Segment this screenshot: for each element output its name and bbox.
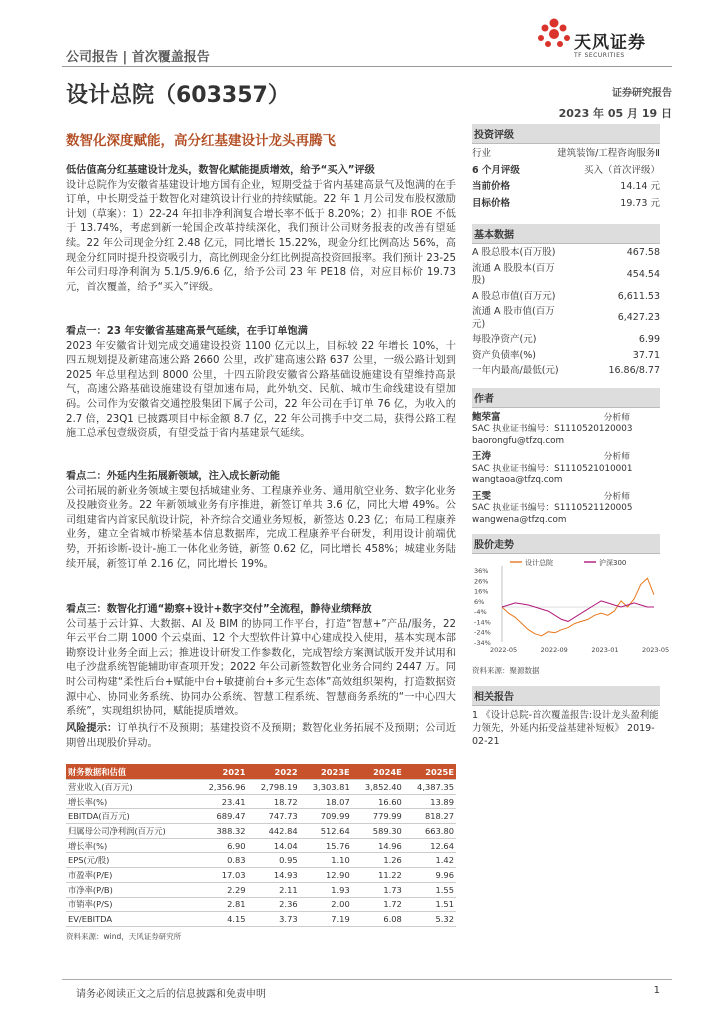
y-tick-label: -14% <box>474 618 491 627</box>
table-cell: 18.72 <box>248 794 300 809</box>
basic-data-label: A 股总市值(百万元) <box>472 290 556 302</box>
table-row <box>66 882 456 897</box>
basic-data-label: 每股净资产(元) <box>472 334 537 345</box>
footer-divider <box>62 979 672 980</box>
table-cell: 2.00 <box>300 897 352 912</box>
financial-table <box>66 764 456 927</box>
table-row <box>66 794 456 809</box>
table-cell: 2025E <box>404 764 456 780</box>
basic-data-label: 一年内最高/最低(元) <box>472 365 559 376</box>
author-name-row <box>472 451 660 464</box>
report-type: 公司报告 | 首次覆盖报告 <box>66 50 210 65</box>
table-cell: 4,387.35 <box>404 780 456 795</box>
rating-heading: 投资评级 <box>472 124 660 144</box>
author-card <box>472 451 660 487</box>
table-cell: 1.55 <box>404 882 456 897</box>
author-name: 鲍荣富 <box>472 411 501 423</box>
author-email[interactable]: wangwena@tfzq.com <box>472 514 567 525</box>
row-label: 增长率(%) <box>66 794 195 809</box>
table-header-row <box>66 764 456 780</box>
table-cell: 747.73 <box>248 809 300 824</box>
table-row <box>66 838 456 853</box>
table-source: 资料来源：wind，天风证券研究所 <box>66 931 182 941</box>
table-row <box>66 824 456 839</box>
author-list <box>472 412 660 527</box>
section-2-heading: 看点一：23 年安徽省基建高景气延续，在手订单饱满 <box>66 326 308 337</box>
table-cell: 512.64 <box>300 824 352 839</box>
header-divider <box>62 66 672 67</box>
company-title: 设计总院（603357） <box>66 83 290 108</box>
price-value: 14.14 元 <box>620 181 660 192</box>
table-cell: 2024E <box>352 764 404 780</box>
table-cell: 442.84 <box>248 824 300 839</box>
section-4-heading: 看点三：数智化打通“勘察+设计+数字交付”全流程，静待业绩释放 <box>66 604 372 615</box>
rating-row <box>472 165 660 178</box>
basic-data-value: 6,611.53 <box>617 290 660 302</box>
table-cell: 388.32 <box>195 824 247 839</box>
author-email[interactable]: baorongfu@tfzq.com <box>472 435 565 446</box>
basic-data-list <box>472 247 660 378</box>
basic-data-heading: 基本数据 <box>472 224 660 244</box>
basic-data-row <box>472 365 660 378</box>
row-label: 市净率(P/B) <box>66 882 195 897</box>
section-2 <box>66 325 456 442</box>
y-tick-label: -4% <box>474 608 487 617</box>
section-4-body: 公司基于云计算、大数据、AI 及 BIM 的协同工作平台，打造“智慧+”产品/服务，22 年云平台二期 1000 个云桌面、12 个大型软件计算中心建成投入使用，基本实现本部勘察设计业务全面上云；推进设计研发工作参数化，完成智绘方案测试版开发并试用和电子沙盘系统智能辅助审查项开发；2022 年公司新签数智化业务合同约 2447 万。同时公司构建“柔性后台+赋能中台+敏捷前台+多元生态体”高效组织架构，打造数据资源中心、协同业务系统、协同办公系统、智慧工程系统、智慧商务系统的“一中心四大系统”，实现组织协同，赋能提质增效。 <box>66 618 456 718</box>
rating-value: 买入（首次评级） <box>583 164 660 176</box>
row-label: 市销率(P/S) <box>66 897 195 912</box>
table-row <box>66 809 456 824</box>
brand-name: 天风证券 <box>574 33 646 53</box>
author-name: 王涛 <box>472 451 492 462</box>
table-cell: 14.04 <box>248 838 300 853</box>
table-cell: 11.22 <box>352 868 404 883</box>
basic-data-row <box>472 291 660 304</box>
y-tick-label: 16% <box>474 587 489 596</box>
footer-disclaimer: 请务必阅读正文之后的信息披露和免责申明 <box>76 989 266 1000</box>
basic-data-row <box>472 334 660 347</box>
table-cell: 1.72 <box>352 897 404 912</box>
stock-chart <box>472 554 670 662</box>
price-label: 当前价格 <box>472 181 511 192</box>
financial-table-wrapper <box>66 764 456 942</box>
row-label: 增长率(%) <box>66 838 195 853</box>
table-cell: 14.93 <box>248 868 300 883</box>
industry-row <box>472 148 660 161</box>
table-cell: 779.99 <box>352 809 404 824</box>
basic-data-row <box>472 350 660 363</box>
row-label: EBITDA(百万元) <box>66 809 195 824</box>
industry-label: 行业 <box>472 148 492 159</box>
row-label: EPS(元/股) <box>66 853 195 868</box>
table-cell: 5.32 <box>404 912 456 927</box>
x-tick-label: 2022-05 <box>490 646 518 654</box>
chart-heading: 股价走势 <box>472 534 660 554</box>
table-row <box>66 912 456 927</box>
target-label: 目标价格 <box>472 197 511 209</box>
related-heading: 相关报告 <box>472 686 660 706</box>
table-cell: 709.99 <box>300 809 352 824</box>
rating-label: 6 个月评级 <box>472 164 520 176</box>
y-tick-label: 26% <box>474 577 489 586</box>
basic-data-value: 16.86/8.77 <box>608 365 660 376</box>
table-cell: 2,798.19 <box>248 780 300 795</box>
table-cell: 23.41 <box>195 794 247 809</box>
basic-data-label: 资产负债率(%) <box>472 349 536 361</box>
table-cell: 1.42 <box>404 853 456 868</box>
author-email[interactable]: wangtaoa@tfzq.com <box>472 475 563 485</box>
table-cell: 6.08 <box>352 912 404 927</box>
basic-data-value: 454.54 <box>626 268 660 280</box>
x-tick-label: 2023-01 <box>591 646 619 654</box>
table-row <box>66 853 456 868</box>
table-cell: 2022 <box>248 764 300 780</box>
table-row <box>66 868 456 883</box>
risk-body: 订单执行不及预期；基建投资不及预期；数智化业务拓展不及预期；公司近期曾出现股价异动。 <box>66 723 456 749</box>
y-tick-label: 6% <box>474 597 485 606</box>
basic-data-value: 467.58 <box>626 247 660 258</box>
table-cell: 9.96 <box>404 868 456 883</box>
target-row <box>472 198 660 211</box>
table-cell: 6.90 <box>195 838 247 853</box>
brand-logo-icon <box>536 16 576 66</box>
author-name: 王雯 <box>472 490 492 502</box>
related-report[interactable]: 1 《设计总院-首次覆盖报告:设计龙头盈利能力领先，外延内拓受益基建补短板》 2019-02-21 <box>472 710 659 747</box>
author-sac: SAC 执业证书编号：S1110520120003 <box>472 424 633 434</box>
page-number: 1 <box>653 985 660 996</box>
basic-data-value: 6.99 <box>638 334 660 345</box>
table-cell: 2.81 <box>195 897 247 912</box>
section-3 <box>66 470 456 572</box>
basic-data-value: 37.71 <box>632 349 660 361</box>
table-cell: 15.76 <box>300 838 352 853</box>
author-sac: SAC 执业证书编号：S1110521120005 <box>472 503 633 513</box>
table-cell: 1.51 <box>404 897 456 912</box>
risk-section <box>66 722 456 751</box>
x-tick-label: 2023-05 <box>642 646 670 654</box>
y-tick-label: -24% <box>474 628 491 637</box>
table-cell: 3.73 <box>248 912 300 927</box>
table-cell: 689.47 <box>195 809 247 824</box>
table-cell: 589.30 <box>352 824 404 839</box>
table-cell: 2021 <box>195 764 247 780</box>
row-label: 财务数据和估值 <box>66 764 195 780</box>
author-sac: SAC 执业证书编号：S1110521010001 <box>472 463 633 474</box>
section-4 <box>66 603 456 720</box>
table-cell: 12.90 <box>300 868 352 883</box>
table-cell: 4.15 <box>195 912 247 927</box>
table-cell: 2023E <box>300 764 352 780</box>
row-label: 归属母公司净利润(百万元) <box>66 824 195 839</box>
table-cell: 16.60 <box>352 794 404 809</box>
table-cell: 1.26 <box>352 853 404 868</box>
author-card <box>472 491 660 527</box>
basic-data-label: 流通 A 股市值(百万元) <box>472 306 555 330</box>
table-row <box>66 780 456 795</box>
table-cell: 2,356.96 <box>195 780 247 795</box>
table-cell: 1.93 <box>300 882 352 897</box>
y-tick-label: 36% <box>474 567 489 575</box>
row-label: EV/EBITDA <box>66 912 195 927</box>
chart-source: 资料来源：聚源数据 <box>472 666 540 675</box>
section-3-heading: 看点二：外延内生拓展新领域，注入成长新动能 <box>66 471 280 482</box>
table-row <box>66 897 456 912</box>
y-tick-label: -34% <box>474 639 491 647</box>
basic-data-row <box>472 263 660 288</box>
brand-subtitle: TF SECURITIES <box>574 52 625 59</box>
basic-data-label: 流通 A 股股本(百万股) <box>472 262 555 286</box>
author-card <box>472 412 660 448</box>
target-value: 19.73 元 <box>620 197 660 209</box>
row-label: 营业收入(百万元) <box>66 780 195 795</box>
row-label: 市盈率(P/E) <box>66 868 195 883</box>
table-cell: 818.27 <box>404 809 456 824</box>
author-heading: 作者 <box>472 388 660 408</box>
table-cell: 14.96 <box>352 838 404 853</box>
table-cell: 0.95 <box>248 853 300 868</box>
research-type: 证券研究报告 <box>612 88 672 99</box>
author-name-row <box>472 412 660 425</box>
author-role: 分析师 <box>603 491 630 502</box>
price-row <box>472 181 660 194</box>
table-cell: 3,852.40 <box>352 780 404 795</box>
table-cell: 3,303.81 <box>300 780 352 795</box>
report-subtitle: 数智化深度赋能，高分红基建设计龙头再腾飞 <box>66 133 336 149</box>
table-cell: 18.07 <box>300 794 352 809</box>
basic-data-row <box>472 306 660 331</box>
table-cell: 12.64 <box>404 838 456 853</box>
author-role: 分析师 <box>603 452 630 462</box>
table-cell: 2.36 <box>248 897 300 912</box>
section-1-body: 设计总院作为安徽省基建设计地方国有企业，短期受益于省内基建高景气及饱满的在手订单，中长期受益于数智化对建筑设计行业的持续赋能。22 年 1 月公司发布股权激励计划（草案）：1）22-24 年扣非净利润复合增长率不低于 8.20%；2）扣非 ROE 不低于 13.74%，考虑到新一轮国企改革持续深化，我们预计公司财务报表的改善有望延续。22 年公司现金分红 2.48 亿元，同比增长 15.22%，现金分红比例高达 56%，高现金分红同时提升投资吸引力，高比例现金分红比例提高投资回报率。我们预计 23-25 年公司归母净利润为 5.1/5.9/6.6 亿，给予公司 23 年 PE18 倍，对应目标价 19.73 元，首次覆盖，给予“买入”评级。 <box>66 179 456 293</box>
table-cell: 1.10 <box>300 853 352 868</box>
table-cell: 2.29 <box>195 882 247 897</box>
table-cell: 0.83 <box>195 853 247 868</box>
table-cell: 7.19 <box>300 912 352 927</box>
table-cell: 2.11 <box>248 882 300 897</box>
series-line-index <box>502 601 654 622</box>
risk-heading: 风险提示： <box>66 723 118 734</box>
legend-label-company: 设计总院 <box>525 559 553 567</box>
industry-value: 建筑装饰/工程咨询服务Ⅱ <box>557 148 660 159</box>
basic-data-value: 6,427.23 <box>617 312 660 324</box>
author-name-row <box>472 491 660 504</box>
table-cell: 13.89 <box>404 794 456 809</box>
sidebar <box>472 124 670 748</box>
basic-data-label: A 股总股本(百万股) <box>472 247 556 258</box>
legend-label-index: 沪深300 <box>599 559 627 567</box>
x-tick-label: 2022-09 <box>540 646 568 654</box>
report-date: 2023 年 05 月 19 日 <box>558 107 672 120</box>
section-1 <box>66 164 456 295</box>
section-3-body: 公司拓展的新业务领域主要包括城建业务、工程康养业务、通用航空业务、数字化业务及投融资业务。22 年新领域业务有序推进，新签订单共 3.6 亿，同比大增 49%。公司组建省内首家民航设计院，补齐综合交通业务短板，新签达 0.23 亿；布局工程康养业务，建立全省城市桥梁基本信息数据库，完成工程康养平台研发，利用设计前端优势，开拓诊断-设计-施工一体化业务链，新签 0.62 亿，同比增长 458%；城建业务陆续开展，新签订单 2.16 亿，同比增长 19%。 <box>66 485 456 570</box>
table-cell: 1.73 <box>352 882 404 897</box>
section-2-body: 2023 年安徽省计划完成交通建设投资 1100 亿元以上，目标较 22 年增长 10%，十四五规划提及新建高速公路 2660 公里，改扩建高速公路 637 公里，一级公路计划到 2025 年总里程达到 8000 公里，十四五阶段安徽省公路基础设施建设有望维持高景气，高速公路基础设施建设有望加速布局，此外轨交、民航、城市生命线建设有望加码。公司作为安徽省交通控股集团下属子公司，22 年公司在手订单 76 亿，为收入的 2.7 倍，23Q1 已披露项目中标金额 8.7 亿，22 年公司携手中交二局，获得公路工程施工总承包壹级资质，有望受益于省内基建景气延续。 <box>66 340 456 440</box>
table-cell: 663.80 <box>404 824 456 839</box>
table-cell: 17.03 <box>195 868 247 883</box>
basic-data-row <box>472 247 660 260</box>
author-role: 分析师 <box>603 412 630 423</box>
section-1-heading: 低估值高分红基建设计龙头，数智化赋能提质增效，给予“买入”评级 <box>66 165 375 176</box>
